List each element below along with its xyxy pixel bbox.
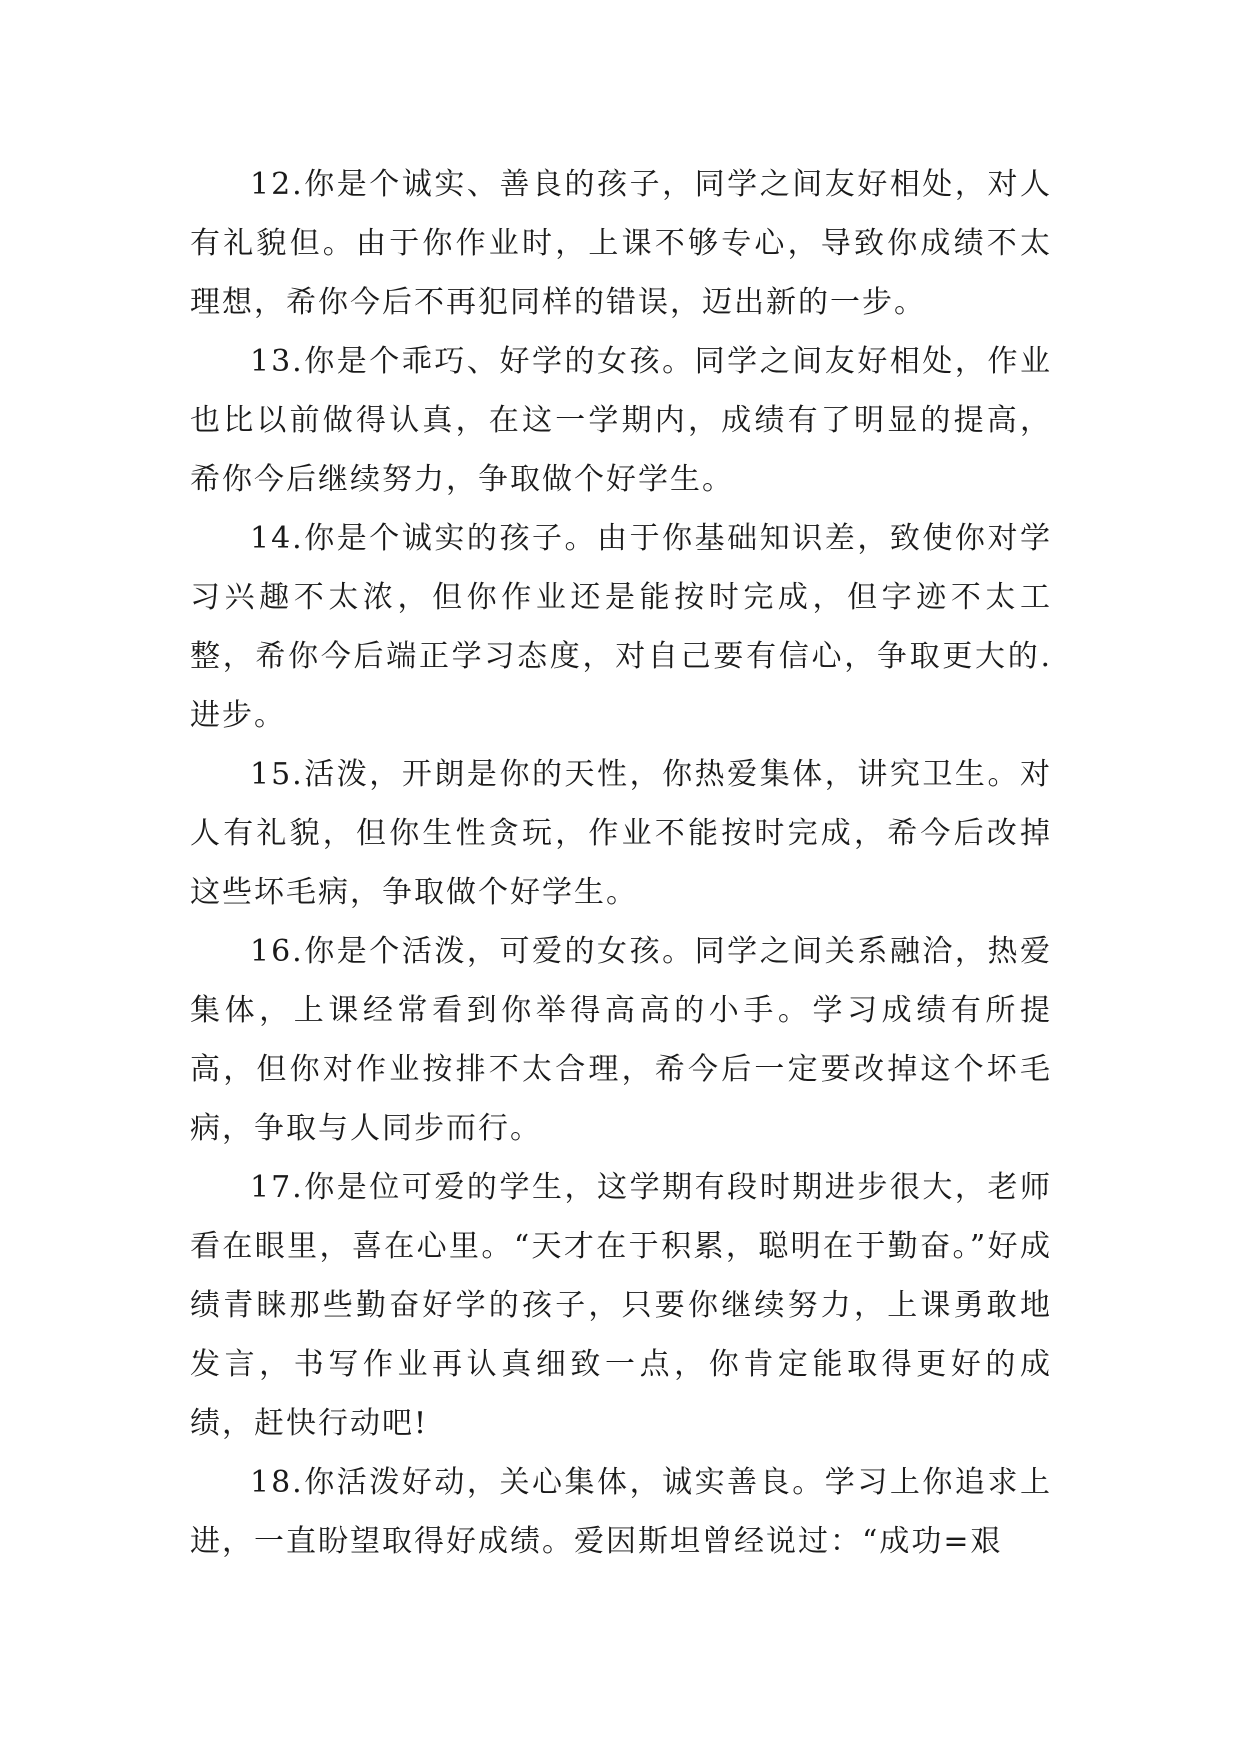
comment-paragraph-14: 14.你是个诚实的孩子。由于你基础知识差，致使你对学习兴趣不太浓，但你作业还是能按时完成，但字迹不太工整，希你今后端正学习态度，对自己要有信心，争取更大的.进步。 xyxy=(190,521,1052,733)
comment-paragraph-15: 15.活泼，开朗是你的天性，你热爱集体，讲究卫生。对人有礼貌，但你生性贪玩，作业不能按时完成，希今后改掉这些坏毛病，争取做个好学生。 xyxy=(190,757,1052,910)
comment-paragraph-17: 17.你是位可爱的学生，这学期有段时期进步很大，老师看在眼里，喜在心里。“天才在于积累，聪明在于勤奋。”好成绩青睐那些勤奋好学的孩子，只要你继续努力，上课勇敢地发言，书写作业再认真细致一点，你肯定能取得更好的成绩，赶快行动吧! xyxy=(190,1170,1052,1441)
comment-paragraph-18: 18.你活泼好动，关心集体，诚实善良。学习上你追求上进，一直盼望取得好成绩。爱因斯坦曾经说过：“成功=艰 xyxy=(190,1465,1052,1559)
comment-paragraph-16: 16.你是个活泼，可爱的女孩。同学之间关系融洽，热爱集体，上课经常看到你举得高高的小手。学习成绩有所提高，但你对作业按排不太合理，希今后一定要改掉这个坏毛病，争取与人同步而行。 xyxy=(190,934,1052,1146)
document-body xyxy=(190,155,1052,1571)
comment-paragraph-13: 13.你是个乖巧、好学的女孩。同学之间友好相处，作业也比以前做得认真，在这一学期内，成绩有了明显的提高，希你今后继续努力，争取做个好学生。 xyxy=(190,344,1052,497)
comment-paragraph-12: 12.你是个诚实、善良的孩子，同学之间友好相处，对人有礼貌但。由于你作业时，上课不够专心，导致你成绩不太理想，希你今后不再犯同样的错误，迈出新的一步。 xyxy=(190,167,1052,320)
